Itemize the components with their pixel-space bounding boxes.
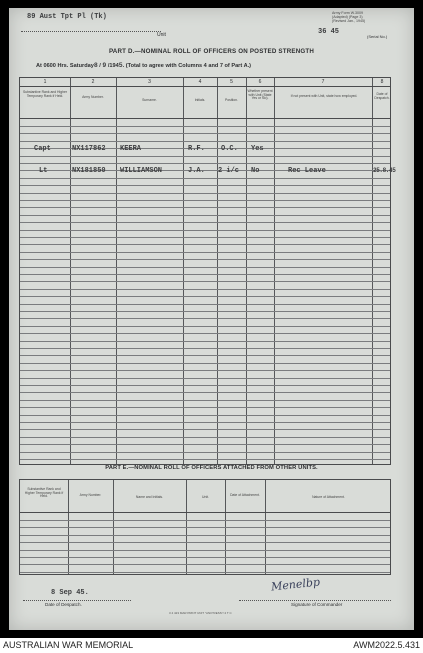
ruled-line bbox=[20, 318, 390, 319]
col-number: 4 bbox=[198, 79, 202, 85]
row-army-number: NX181850 bbox=[72, 167, 106, 175]
caption-left: AUSTRALIAN WAR MEMORIAL bbox=[3, 640, 134, 650]
ruled-line bbox=[20, 259, 390, 260]
despatch-label: Date of Despatch. bbox=[45, 602, 82, 607]
unit-value: 89 Aust Tpt Pl (Tk) bbox=[27, 13, 107, 21]
row-rank: Capt bbox=[34, 145, 51, 153]
ruled-line bbox=[20, 274, 390, 275]
ruled-line bbox=[20, 133, 390, 134]
ruled-line bbox=[20, 311, 390, 312]
ruled-line bbox=[20, 141, 390, 142]
part-d-time-line: At 0600 Hrs. Saturday8 / 9 /1945. (Total to agree with Columns 4 and 7 of Part A.) bbox=[36, 62, 252, 69]
unit-underline bbox=[21, 31, 161, 32]
ruled-line bbox=[20, 564, 390, 565]
row-initials: J.A. bbox=[188, 167, 205, 175]
ruled-line bbox=[20, 392, 390, 393]
ruled-line bbox=[20, 527, 390, 528]
time-prefix: At 0600 Hrs. Saturday bbox=[36, 63, 94, 69]
col-header-position: Position. bbox=[224, 98, 238, 102]
col-number: 6 bbox=[258, 79, 262, 85]
ruled-line bbox=[20, 222, 390, 223]
ruled-line bbox=[20, 215, 390, 216]
ruled-line bbox=[20, 550, 390, 551]
ruled-line bbox=[20, 535, 390, 536]
year-prefix: /194 bbox=[107, 63, 119, 69]
ruled-line bbox=[20, 520, 390, 521]
serial-value: 36 45 bbox=[318, 28, 340, 36]
month-value: 9 bbox=[102, 62, 107, 69]
ruled-line bbox=[20, 415, 390, 416]
ruled-line bbox=[20, 385, 390, 386]
col-header-army-number: Army Number. bbox=[82, 95, 104, 99]
ruled-line bbox=[20, 193, 390, 194]
ruled-line bbox=[20, 304, 390, 305]
ruled-line bbox=[20, 557, 390, 558]
ruled-line bbox=[20, 126, 390, 127]
part-d-title: PART D.—NOMINAL ROLL OF OFFICERS ON POSTED STRENGTH bbox=[108, 48, 315, 55]
row-present: No bbox=[251, 167, 260, 175]
ruled-line bbox=[20, 185, 390, 186]
col-header-present: Whether present with Unit (State Yes or No). bbox=[247, 89, 273, 101]
ruled-line bbox=[20, 163, 390, 164]
despatch-date: 8 Sep 45. bbox=[51, 589, 89, 597]
ruled-line bbox=[20, 207, 390, 208]
ruled-line bbox=[20, 348, 390, 349]
row-rank: Lt bbox=[39, 167, 48, 175]
col-header-name: Name and Initials. bbox=[135, 495, 164, 499]
ruled-line bbox=[20, 437, 390, 438]
row-surname: WILLIAMSON bbox=[120, 167, 163, 175]
unit-label: Unit bbox=[157, 32, 166, 38]
ruled-line bbox=[20, 363, 390, 364]
col-header-army-number: Army Number. bbox=[79, 493, 102, 497]
signature-underline bbox=[239, 600, 391, 601]
col-number: 5 bbox=[230, 79, 233, 85]
commander-signature: Menelbp bbox=[270, 575, 321, 594]
serial-label: (Serial No.) bbox=[367, 34, 388, 39]
col-header-rank: Substantive Rank and Higher Temporary Rank if Held. bbox=[24, 487, 64, 499]
col-header-despatch: Date of Despatch. bbox=[374, 92, 390, 100]
ruled-line bbox=[20, 244, 390, 245]
document-page bbox=[9, 8, 414, 630]
ruled-line bbox=[20, 237, 390, 238]
col-header-employed: If not present with Unit, state how employed. bbox=[290, 94, 358, 98]
part-e-table bbox=[19, 479, 391, 575]
row-surname: KEERA bbox=[120, 145, 142, 153]
ruled-line bbox=[20, 281, 390, 282]
part-d-table bbox=[19, 77, 396, 465]
ruled-line bbox=[20, 156, 390, 157]
caption-bar bbox=[0, 638, 423, 653]
year-digit: 5 bbox=[118, 62, 123, 69]
col-header-initials: Initials. bbox=[194, 98, 206, 102]
form-reference bbox=[332, 12, 384, 23]
row-present: Yes bbox=[251, 145, 264, 153]
row-position: 2 i/c bbox=[218, 167, 240, 175]
col-header-attachment-date: Date of Attachment. bbox=[230, 493, 260, 497]
ruled-line bbox=[20, 378, 390, 379]
ruled-line bbox=[20, 355, 390, 356]
ruled-line bbox=[20, 230, 390, 231]
ruled-line bbox=[20, 326, 390, 327]
ruled-line bbox=[20, 572, 390, 573]
ruled-line bbox=[20, 429, 390, 430]
row-position: O.C. bbox=[221, 145, 238, 153]
form-ref-line: (Adapted) (Page 3) bbox=[332, 14, 363, 19]
col-number: 3 bbox=[148, 79, 151, 85]
ruled-line bbox=[20, 296, 390, 297]
row-army-number: NX117862 bbox=[72, 145, 106, 153]
row-initials: R.F. bbox=[188, 145, 205, 153]
ruled-line bbox=[20, 542, 390, 543]
col-header-unit: Unit. bbox=[202, 495, 209, 499]
despatch-underline bbox=[23, 600, 131, 601]
form-ref-line: Army Form W.3009 bbox=[332, 11, 363, 15]
ruled-line bbox=[20, 370, 390, 371]
day-value: 8 bbox=[93, 62, 98, 69]
col-number: 1 bbox=[43, 79, 47, 85]
col-header-surname: Surname. bbox=[142, 98, 157, 102]
caption-right: AWM2022.5.431 bbox=[353, 640, 420, 650]
col-header-rank: Substantive Rank and Higher Temporary Rank if Held. bbox=[22, 90, 68, 98]
ruled-line bbox=[20, 178, 390, 179]
form-ref-line: (Revised Jan., 1945) bbox=[332, 18, 366, 23]
row-despatch: 25.8.45 bbox=[373, 167, 396, 174]
col-number: 7 bbox=[321, 79, 325, 85]
part-e-title: PART E.—NOMINAL ROLL OF OFFICERS ATTACHED FROM OTHER UNITS. bbox=[105, 465, 318, 471]
signature-label: Signature of Commander bbox=[291, 602, 343, 607]
ruled-line bbox=[20, 407, 390, 408]
ruled-line bbox=[20, 444, 390, 445]
ruled-line bbox=[20, 422, 390, 423]
row-employed: Rec Leave bbox=[288, 167, 326, 175]
col-header-attachment-nature: Nature of Attachment. bbox=[312, 495, 345, 499]
printer-note: 3 4 423 MAR PRINT UNIT "ANO"RESS"/ 4 T C bbox=[169, 611, 232, 615]
col-number: 2 bbox=[91, 79, 95, 85]
ruled-line bbox=[20, 452, 390, 453]
ruled-line bbox=[20, 200, 390, 201]
ruled-line bbox=[20, 459, 390, 460]
ruled-line bbox=[20, 252, 390, 253]
ruled-line bbox=[20, 400, 390, 401]
time-suffix: . (Total to agree with Columns 4 and 7 of Part A.) bbox=[122, 63, 252, 69]
col-number: 8 bbox=[380, 79, 384, 85]
ruled-line bbox=[20, 289, 390, 290]
ruled-line bbox=[20, 333, 390, 334]
ruled-line bbox=[20, 267, 390, 268]
ruled-line bbox=[20, 341, 390, 342]
